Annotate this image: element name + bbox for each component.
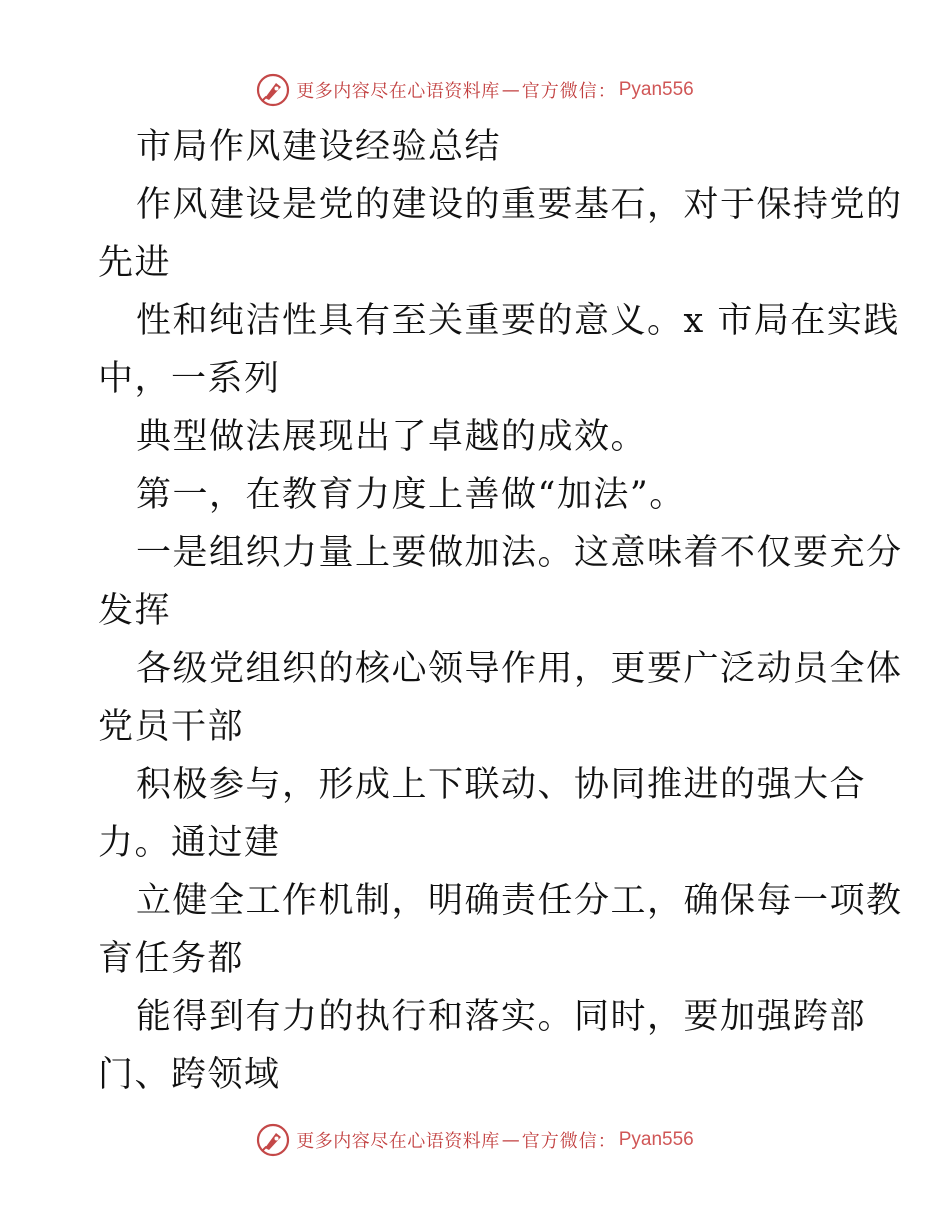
pen-nib-logo-icon: [256, 1123, 290, 1157]
paragraph-line: 一是组织力量上要做加法。这意味着不仅要充分: [136, 533, 903, 573]
banner-wechat-label: 官方微信：: [521, 1131, 617, 1152]
paragraph-line: 党员干部: [98, 707, 245, 747]
banner-wechat-id: Pyan556: [618, 1129, 694, 1150]
paragraph-line: 各级党组织的核心领导作用，更要广泛动员全体: [136, 649, 903, 689]
document-title: 市局作风建设经验总结: [136, 127, 502, 167]
paragraph-line: 典型做法展现出了卓越的成效。: [136, 417, 648, 457]
footer-watermark-banner: [0, 1120, 950, 1160]
pen-nib-logo-icon: [256, 73, 290, 107]
paragraph-line: 门、跨领域: [98, 1055, 281, 1095]
document-body: [98, 118, 903, 1104]
paragraph-line: 能得到有力的执行和落实。同时，要加强跨部: [136, 997, 867, 1037]
banner-dash: —: [501, 1129, 520, 1151]
section-heading: 第一，在教育力度上善做“加法”。: [136, 475, 686, 515]
banner-main-text: 更多内容尽在心语资料库: [296, 1131, 500, 1152]
paragraph-line: 作风建设是党的建设的重要基石，对于保持党的: [136, 185, 903, 225]
paragraph-line: 发挥: [98, 591, 172, 631]
paragraph-line: 中，一系列: [98, 359, 281, 399]
banner-dash: —: [501, 79, 520, 101]
banner-wechat-id: Pyan556: [618, 79, 694, 100]
paragraph-line: 立健全工作机制，明确责任分工，确保每一项教: [136, 881, 903, 921]
banner-main-text: 更多内容尽在心语资料库: [296, 81, 500, 102]
paragraph-line: 积极参与，形成上下联动、协同推进的强大合: [136, 765, 867, 805]
paragraph-line: 先进: [98, 243, 172, 283]
paragraph-line: 育任务都: [98, 939, 245, 979]
banner-wechat-label: 官方微信：: [521, 81, 617, 102]
paragraph-line: 力。通过建: [98, 823, 281, 863]
paragraph-line: 性和纯洁性具有至关重要的意义。x 市局在实践: [136, 301, 900, 341]
header-watermark-banner: [0, 70, 950, 110]
